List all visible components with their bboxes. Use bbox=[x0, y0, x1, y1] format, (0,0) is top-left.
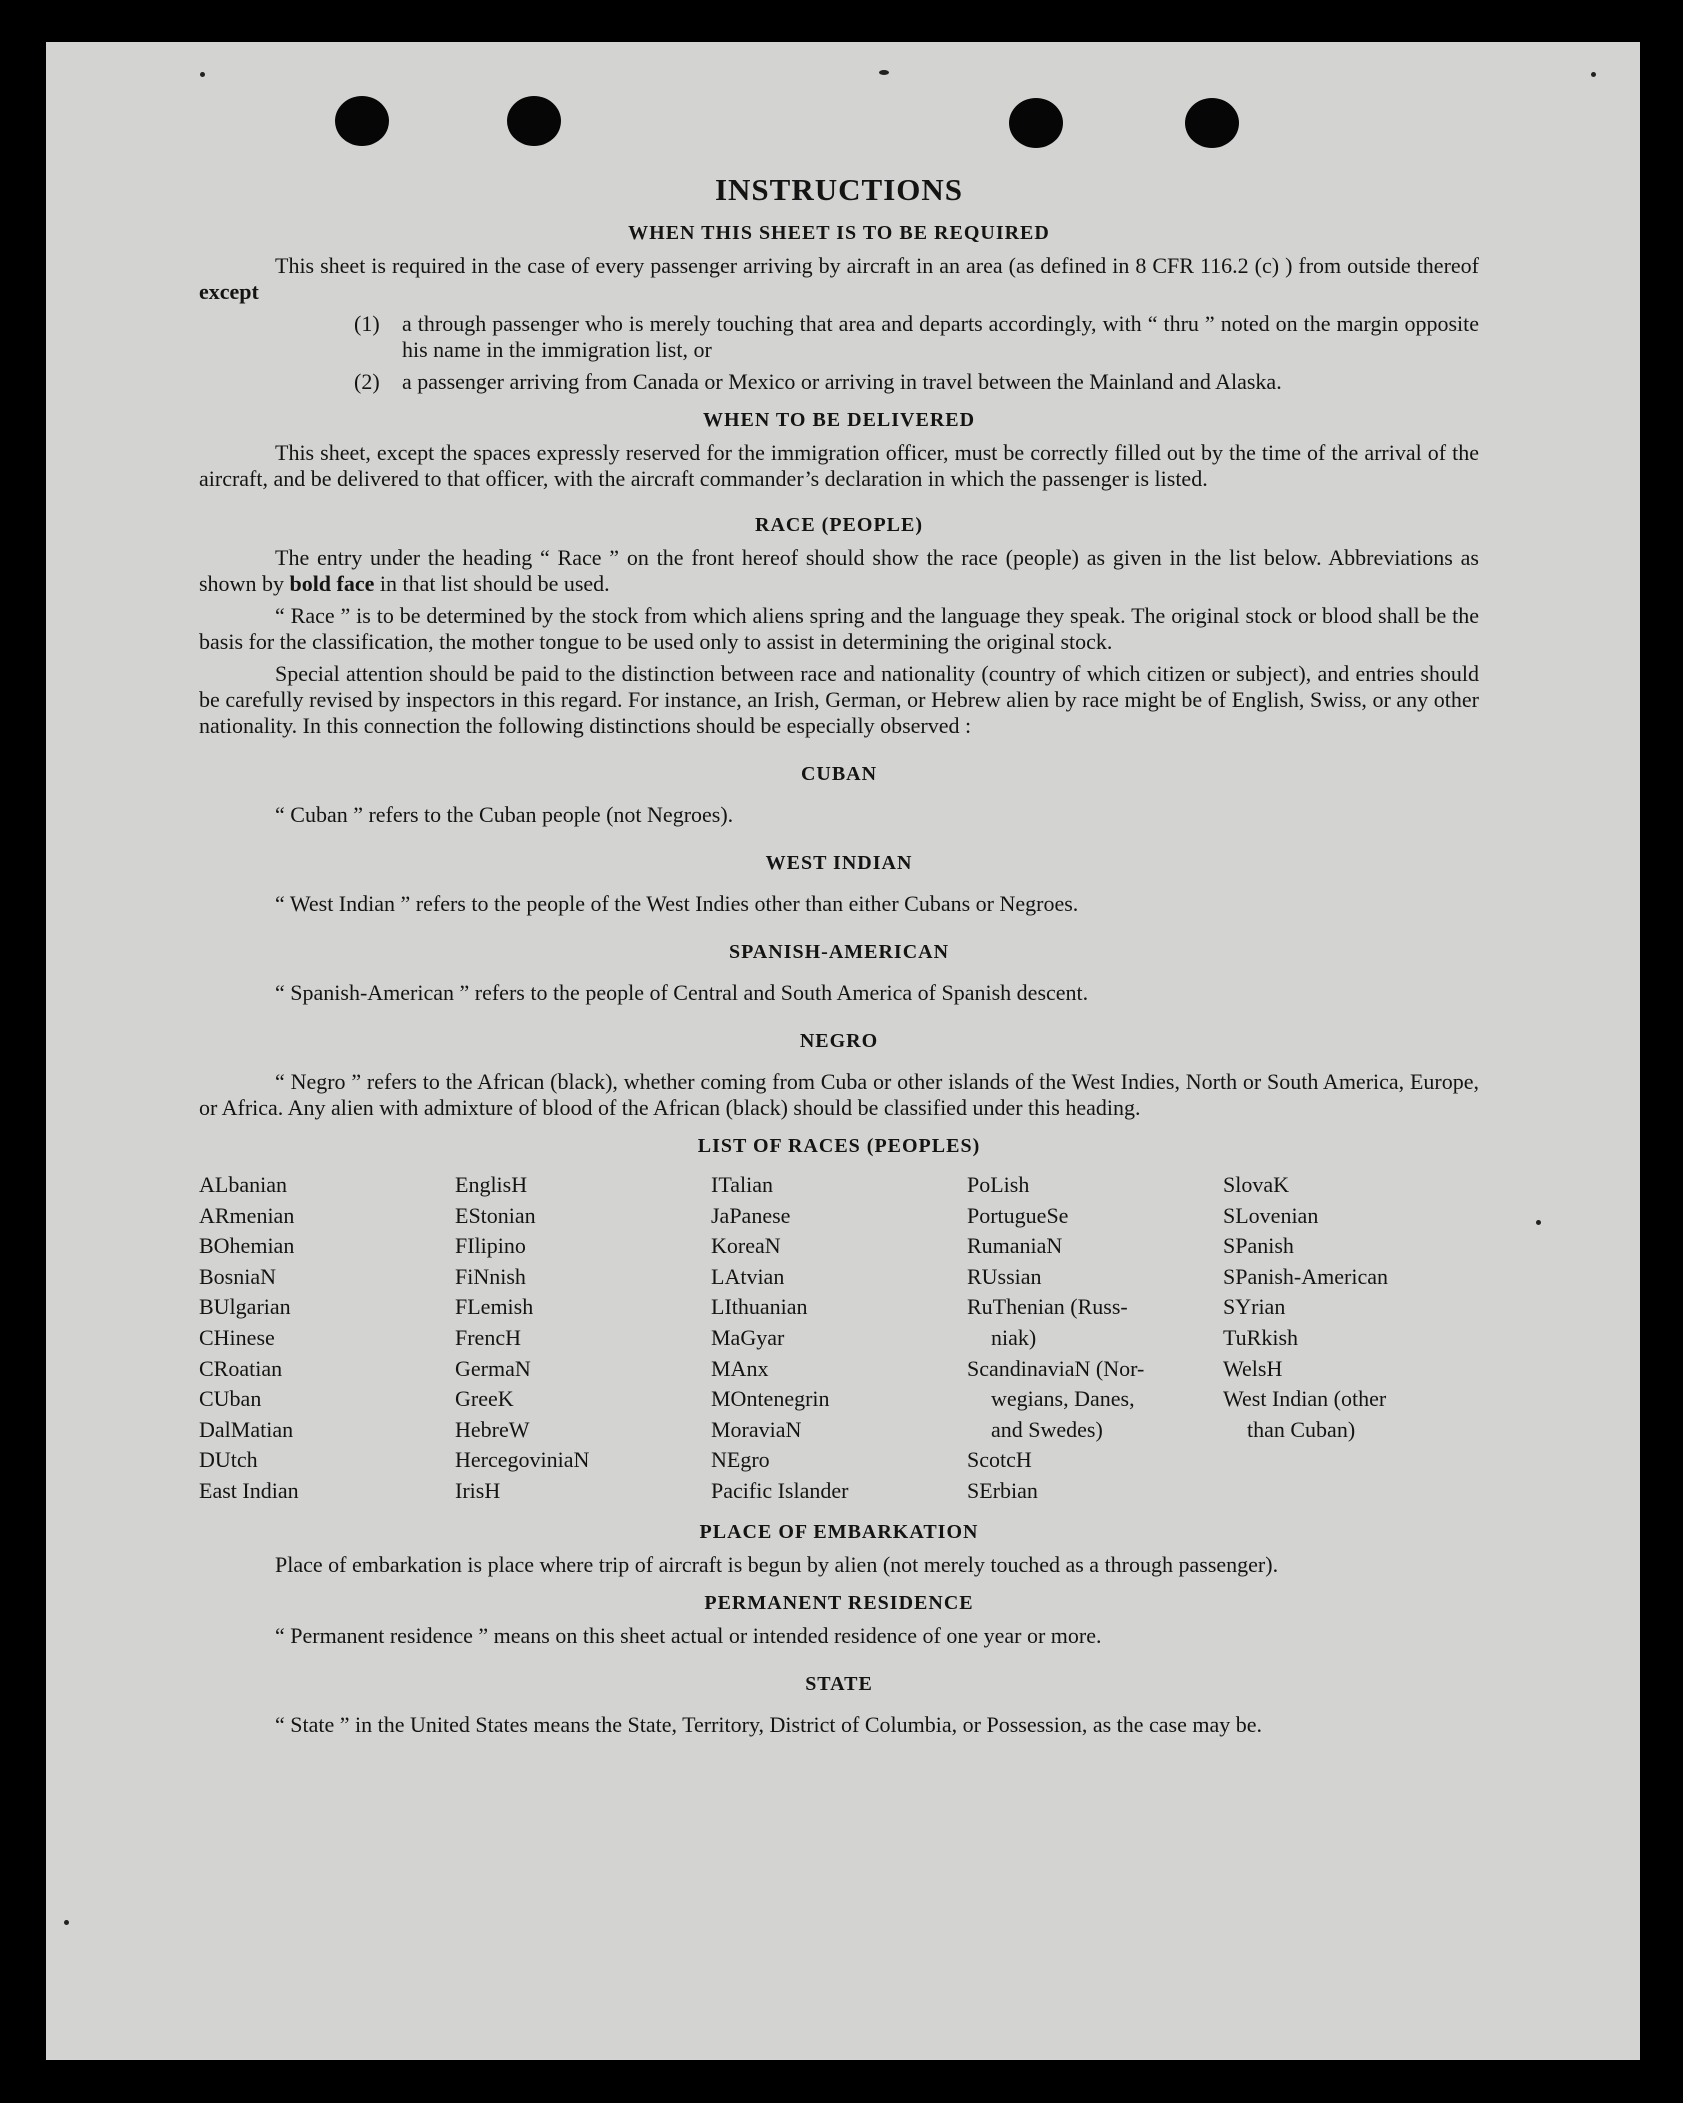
race-entry: FLemish bbox=[455, 1294, 534, 1320]
heading-permanent-residence: PERMANENT RESIDENCE bbox=[704, 1591, 974, 1614]
dust-speck bbox=[200, 72, 205, 77]
exception-item-1: (1) a through passenger who is merely touching that area and departs accordingly, with “ thru ” noted on the margin opposite his name in the immigration list, or bbox=[354, 311, 1479, 362]
race-entry: SPanish-American bbox=[1223, 1263, 1388, 1289]
race-column-5 bbox=[1223, 1170, 1479, 1507]
dust-speck bbox=[879, 70, 889, 75]
race-entry: BOhemian bbox=[199, 1233, 295, 1259]
race-entry: SYrian bbox=[1223, 1294, 1286, 1320]
exception-item-2: (2) a passenger arriving from Canada or Mexico or arriving in travel between the Mainland and Alaska. bbox=[354, 369, 1282, 394]
race-entry: GreeK bbox=[455, 1386, 514, 1412]
race-entry: PortugueSe bbox=[967, 1202, 1069, 1228]
instructions-body bbox=[199, 172, 1479, 1738]
race-entry: FrencH bbox=[455, 1324, 521, 1350]
race-entry: BUlgarian bbox=[199, 1294, 291, 1320]
race-entry: SlovaK bbox=[1223, 1172, 1289, 1197]
heading-when-delivered: WHEN TO BE DELIVERED bbox=[702, 409, 976, 431]
paragraph-race-2: “ Race ” is to be determined by the stock from which aliens spring and the language they speak. The original stock or blood shall be the basis for the classification, the mother tongue to be used only to assist in determining the original stock. bbox=[199, 603, 1479, 654]
race-entry: ALbanian bbox=[199, 1172, 287, 1197]
race-entry: EStonian bbox=[455, 1202, 536, 1228]
paragraph-embarkation: Place of embarkation is place where trip of aircraft is begun by alien (not merely touched as a through passenger). bbox=[275, 1551, 1279, 1577]
race-list-table bbox=[199, 1170, 1479, 1507]
race-entry: NEgro bbox=[711, 1447, 770, 1473]
race-entry: ScotcH bbox=[967, 1447, 1032, 1473]
race-entry: Pacific Islander bbox=[711, 1477, 849, 1503]
paragraph-permanent-residence: “ Permanent residence ” means on this sheet actual or intended residence of one year or more. bbox=[275, 1622, 1102, 1648]
punch-hole bbox=[507, 96, 561, 146]
race-entry: KoreaN bbox=[711, 1233, 781, 1259]
race-column-4 bbox=[967, 1170, 1223, 1507]
race-entry: PoLish bbox=[967, 1172, 1030, 1197]
race-entry: TuRkish bbox=[1223, 1324, 1299, 1350]
race-entry-continuation: niak) bbox=[991, 1324, 1037, 1350]
race-entry-continuation: and Swedes) bbox=[991, 1416, 1103, 1442]
race-entry: CUban bbox=[199, 1386, 262, 1412]
heading-state: STATE bbox=[805, 1672, 873, 1695]
punch-hole bbox=[1185, 98, 1239, 148]
heading-list-of-races: LIST OF RACES (PEOPLES) bbox=[697, 1135, 981, 1157]
race-entry: SLovenian bbox=[1223, 1202, 1319, 1228]
paragraph-when-required: This sheet is required in the case of every passenger arriving by aircraft in an area (as defined in 8 CFR 116.2 (c) ) from outside thereof except bbox=[199, 253, 1479, 304]
page-title: INSTRUCTIONS bbox=[714, 172, 963, 207]
paragraph-cuban: “ Cuban ” refers to the Cuban people (not Negroes). bbox=[275, 802, 734, 827]
race-entry: JaPanese bbox=[711, 1202, 791, 1228]
race-entry: HebreW bbox=[455, 1416, 530, 1442]
race-entry: DUtch bbox=[199, 1447, 258, 1473]
paragraph-negro: “ Negro ” refers to the African (black), whether coming from Cuba or other islands of the West Indies, North or South America, Europe, or Africa. Any alien with admixture of blood of the African (black) should be classified under this heading. bbox=[199, 1069, 1479, 1120]
race-entry: GermaN bbox=[455, 1355, 531, 1381]
race-entry: RUssian bbox=[967, 1263, 1042, 1289]
heading-race: RACE (PEOPLE) bbox=[755, 514, 923, 536]
document-page bbox=[46, 42, 1640, 2060]
race-column-3 bbox=[711, 1170, 967, 1507]
race-entry: MOntenegrin bbox=[711, 1386, 830, 1412]
punch-hole bbox=[1009, 98, 1063, 148]
race-entry: SPanish bbox=[1223, 1233, 1294, 1259]
race-entry: LAtvian bbox=[711, 1263, 785, 1289]
race-entry: West Indian (other bbox=[1223, 1386, 1387, 1412]
dust-speck bbox=[1591, 72, 1596, 77]
heading-spanish-american: SPANISH-AMERICAN bbox=[728, 941, 950, 963]
dust-speck bbox=[64, 1920, 69, 1925]
race-entry: LIthuanian bbox=[711, 1294, 808, 1320]
race-entry: CHinese bbox=[199, 1324, 275, 1350]
paragraph-when-delivered: This sheet, except the spaces expressly reserved for the immigration officer, must be correctly filled out by the time of the arrival of the aircraft, and be delivered to that officer, with the aircraft commander’s declaration in which the passenger is listed. bbox=[199, 440, 1479, 491]
race-entry-continuation: than Cuban) bbox=[1247, 1416, 1356, 1442]
race-entry: MaGyar bbox=[711, 1324, 785, 1350]
heading-cuban: CUBAN bbox=[800, 763, 878, 785]
race-entry: RumaniaN bbox=[967, 1233, 1063, 1259]
race-entry: ITalian bbox=[711, 1172, 773, 1197]
race-entry: RuThenian (Russ- bbox=[967, 1294, 1128, 1320]
race-entry: CRoatian bbox=[199, 1355, 283, 1381]
race-entry: DalMatian bbox=[199, 1416, 294, 1442]
race-entry-continuation: wegians, Danes, bbox=[991, 1386, 1135, 1412]
race-entry: WelsH bbox=[1223, 1355, 1283, 1381]
paragraph-race-3: Special attention should be paid to the distinction between race and nationality (country of which citizen or subject), and entries should be carefully revised by inspectors in this regard. For instance, an Irish, German, or Hebrew alien by race might be of English, Swiss, or any other nationality. In this connection the following distinctions should be especially observed : bbox=[199, 661, 1479, 738]
race-entry: FiNnish bbox=[455, 1263, 526, 1289]
race-entry: IrisH bbox=[455, 1477, 501, 1503]
heading-west-indian: WEST INDIAN bbox=[765, 852, 913, 874]
punch-hole bbox=[335, 96, 389, 146]
heading-when-required: WHEN THIS SHEET IS TO BE REQUIRED bbox=[628, 222, 1050, 244]
heading-embarkation: PLACE OF EMBARKATION bbox=[699, 1520, 979, 1543]
race-entry: MAnx bbox=[711, 1355, 769, 1381]
race-entry: ScandinaviaN (Nor- bbox=[967, 1355, 1145, 1381]
race-entry: BosniaN bbox=[199, 1263, 276, 1289]
race-entry: FIlipino bbox=[455, 1233, 526, 1259]
race-entry: HercegoviniaN bbox=[455, 1447, 590, 1473]
race-entry: ARmenian bbox=[199, 1202, 295, 1228]
race-entry: East Indian bbox=[199, 1477, 299, 1503]
paragraph-spanish-american: “ Spanish-American ” refers to the people of Central and South America of Spanish descent. bbox=[275, 980, 1089, 1005]
race-column-2 bbox=[455, 1170, 711, 1507]
race-entry: MoraviaN bbox=[711, 1416, 802, 1442]
dust-speck bbox=[1536, 1220, 1541, 1225]
race-column-1 bbox=[199, 1170, 455, 1507]
paragraph-west-indian: “ West Indian ” refers to the people of the West Indies other than either Cubans or Negroes. bbox=[275, 891, 1079, 916]
race-entry: SErbian bbox=[967, 1477, 1038, 1503]
race-entry: EnglisH bbox=[455, 1172, 528, 1197]
paragraph-race-1: The entry under the heading “ Race ” on the front hereof should show the race (people) as given in the list below. Abbreviations as shown by bold face in that list should be used. bbox=[199, 545, 1479, 596]
heading-negro: NEGRO bbox=[799, 1030, 879, 1052]
paragraph-state: “ State ” in the United States means the State, Territory, District of Columbia, or Possession, as the case may be. bbox=[275, 1711, 1263, 1737]
